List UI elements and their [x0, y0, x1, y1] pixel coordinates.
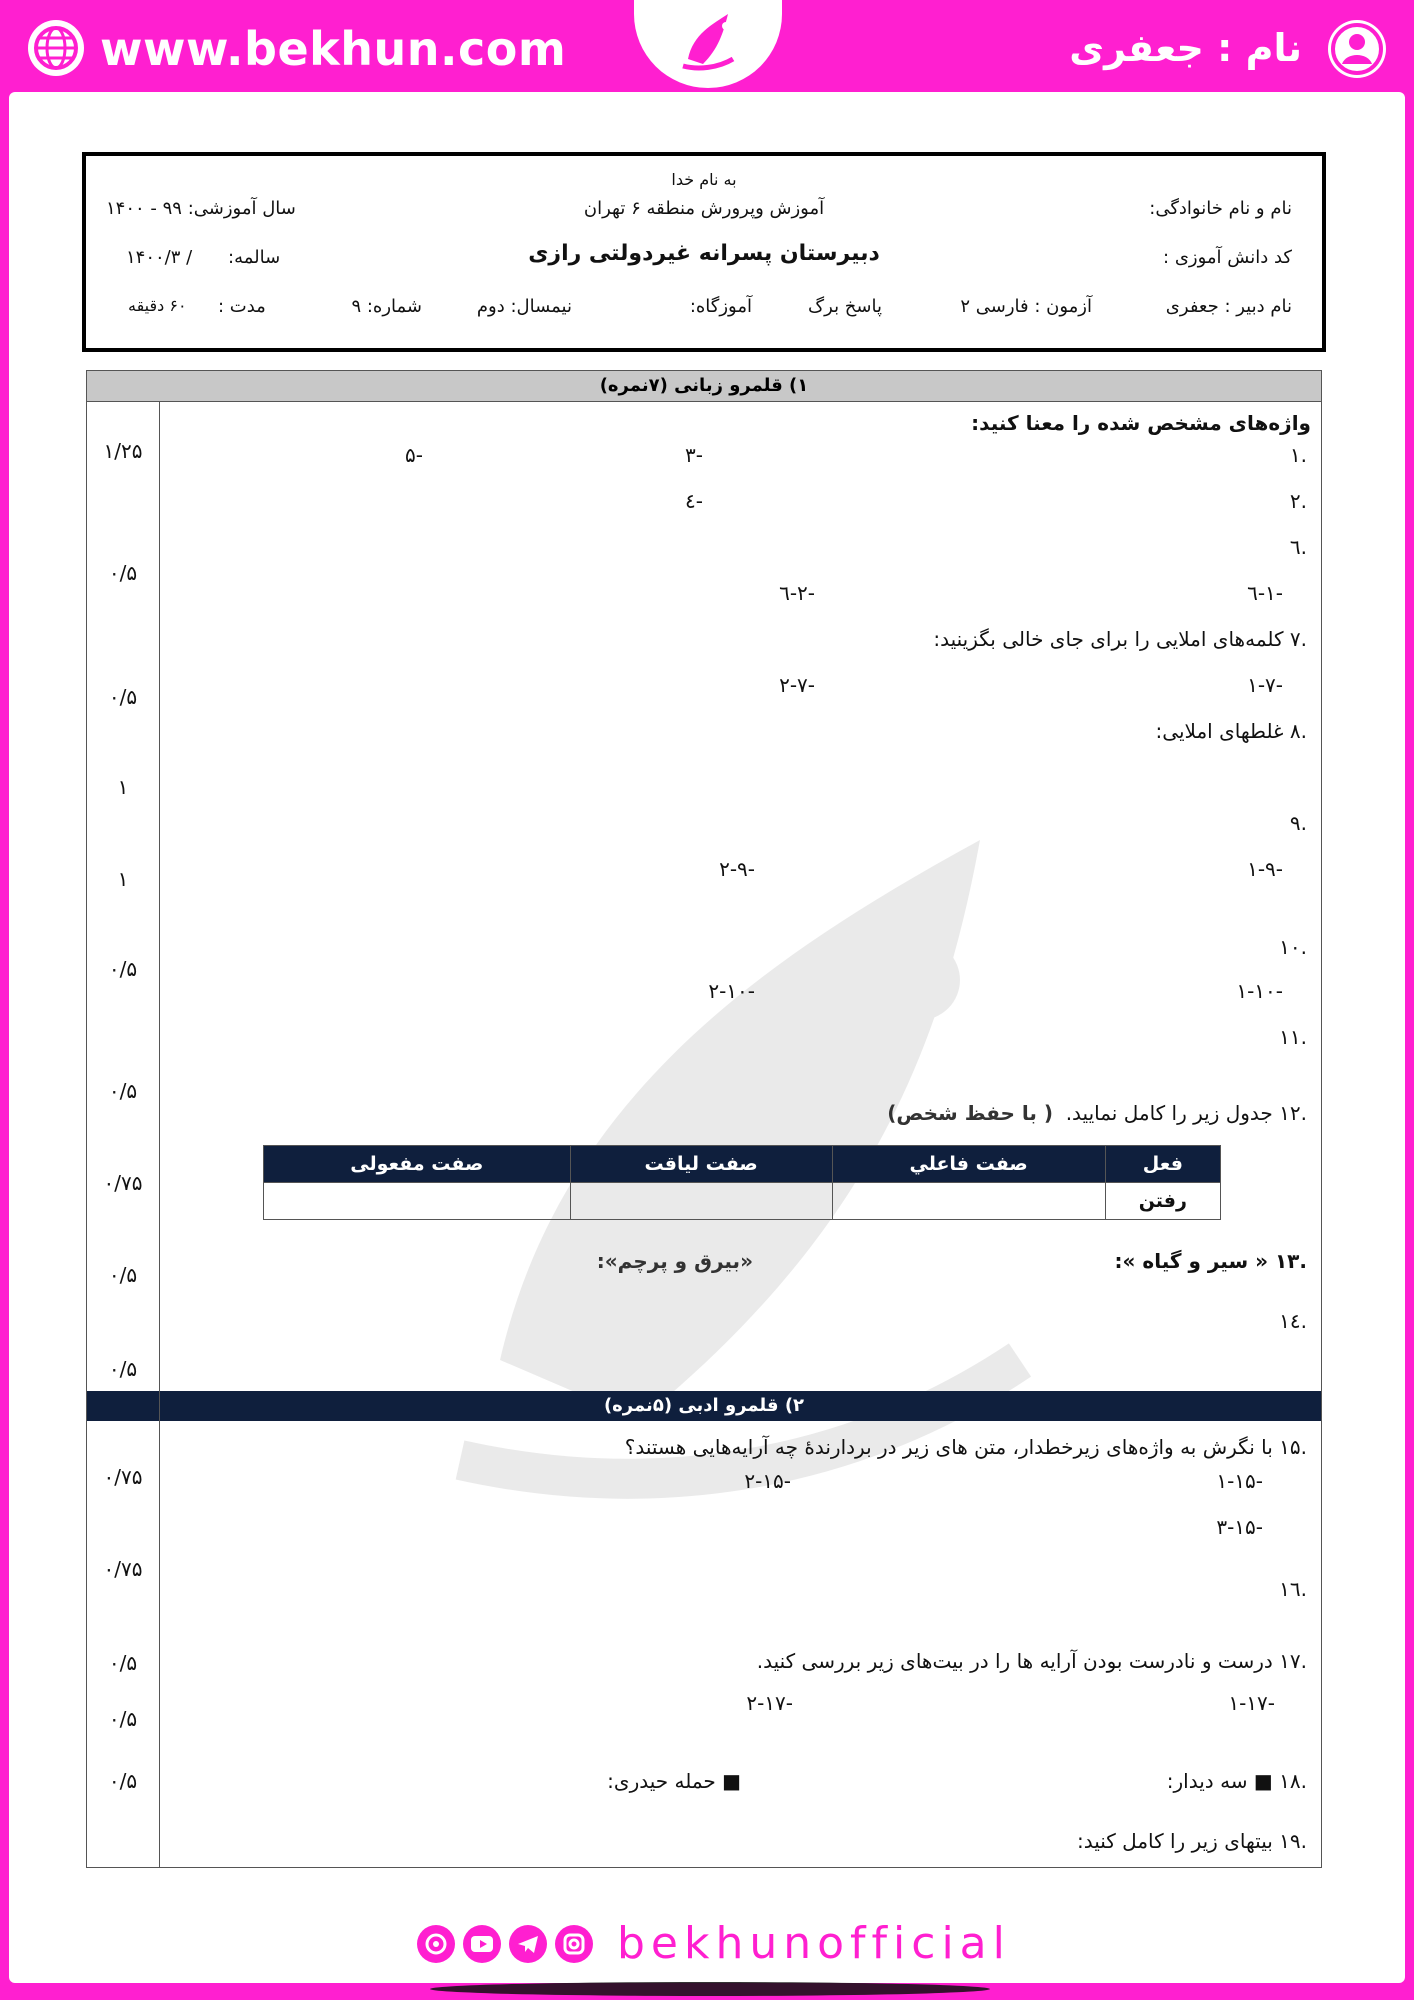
question-12: .۱۲ جدول زیر را کامل نمایید. — [1065, 1101, 1307, 1125]
question-19: .۱۹ بیتهای زیر را کامل کنید: — [1076, 1829, 1307, 1853]
answer-label: -۲-۹ — [719, 857, 755, 881]
score-value: ۰/۵ — [108, 685, 138, 709]
question-7: .۷ کلمه‌های املایی را برای جای خالی بگزینید: — [933, 627, 1307, 651]
question-14: .۱٤ — [1279, 1309, 1307, 1333]
youtube-icon[interactable] — [463, 1925, 501, 1963]
question-12-note: ( با حفظ شخص) — [887, 1101, 1053, 1125]
full-name-label: نام و نام خانوادگی: — [1149, 198, 1292, 219]
question-18: .۱۸ ■ سه دیدار: — [1166, 1769, 1307, 1793]
score-value: ۰/۵ — [108, 1263, 138, 1287]
verb-table-header: فعل — [1105, 1146, 1220, 1183]
score-value: ۰/۷۵ — [103, 1171, 143, 1195]
social-footer — [399, 1906, 1015, 1982]
score-column-divider — [159, 401, 160, 1867]
score-value: ۰/۵ — [108, 1651, 138, 1675]
salnameh-label: سالمه: — [228, 247, 281, 268]
top-banner — [0, 0, 1414, 92]
question-2: .۲ — [1289, 489, 1307, 513]
score-value: ۱/۲۵ — [103, 439, 143, 463]
score-value: ۰/۵ — [108, 957, 138, 981]
exam-header — [82, 152, 1326, 352]
verb-table-header: صفت لیاقت — [570, 1146, 832, 1183]
questions-table — [86, 370, 1322, 1868]
score-value: ۰/۵ — [108, 1357, 138, 1381]
verb-table-cell[interactable] — [832, 1183, 1105, 1220]
score-value: ۰/۵ — [108, 561, 138, 585]
question-9: .۹ — [1289, 811, 1307, 835]
verb-table-cell[interactable] — [264, 1183, 571, 1220]
score-value: ۰/۷۵ — [103, 1557, 143, 1581]
answer-sheet-label: پاسخ برگ — [808, 296, 882, 317]
answer-label: -۱-۷ — [1247, 673, 1283, 697]
question-10: .۱۰ — [1279, 935, 1307, 959]
question-11: .۱۱ — [1279, 1025, 1307, 1049]
semester: نیمسال: دوم — [476, 296, 572, 317]
score-value: ۰/۷۵ — [103, 1465, 143, 1489]
answer-label: -۳ — [685, 443, 703, 467]
question-8: .۸ غلطهای املایی: — [1155, 719, 1307, 743]
question-18-b: ■ حمله حیدری: — [607, 1769, 741, 1793]
answer-label: -۱-۱۷ — [1228, 1691, 1275, 1715]
answer-label: -۲-۱۰ — [708, 979, 755, 1003]
answer-label: -٤ — [685, 489, 703, 513]
question-6: .٦ — [1289, 535, 1307, 559]
social-handle[interactable]: bekhunofficial — [617, 1918, 1011, 1969]
footer-shadow — [430, 1982, 990, 1996]
student-name-label: نام : جعفری — [1069, 26, 1302, 70]
score-value: ۰/۵ — [108, 1079, 138, 1103]
question-13: .۱۳ « سیر و گیاه »: — [1114, 1249, 1307, 1273]
answer-label: -۵ — [405, 443, 423, 467]
basmala: به نام خدا — [671, 170, 737, 189]
verb-table-cell[interactable]: رفتن — [1105, 1183, 1220, 1220]
answer-label: -۲-۱۵ — [744, 1469, 791, 1493]
telegram-icon[interactable] — [509, 1925, 547, 1963]
question-13-b: «بیرق و پرچم»: — [596, 1249, 753, 1273]
teacher-name: نام دبیر : جعفری — [1165, 296, 1292, 317]
student-code-label: کد دانش آموزی : — [1163, 247, 1292, 268]
question-16: .۱٦ — [1279, 1577, 1307, 1601]
question-intro: واژه‌های مشخص شده را معنا کنید: — [971, 411, 1311, 435]
exam-date: / ۱۴۰۰/۳ — [126, 247, 193, 268]
exam-number: شماره: ۹ — [351, 296, 422, 317]
verb-table-cell[interactable] — [570, 1183, 832, 1220]
globe-icon — [28, 20, 84, 76]
duration: ۶۰ دقیقه — [128, 296, 187, 315]
answer-label: -۱-۱۰ — [1236, 979, 1283, 1003]
score-value: ۰/۵ — [108, 1769, 138, 1793]
school-name: دبیرستان پسرانه غیردولتی رازی — [528, 241, 880, 266]
score-value: ۰/۵ — [108, 1707, 138, 1731]
answer-label: -۱-٦ — [1247, 581, 1283, 605]
answer-label: -۲-۱۷ — [746, 1691, 793, 1715]
brand-logo — [634, 0, 782, 88]
question-1: .۱ — [1289, 443, 1307, 467]
amuzgah-label: آموزگاه: — [689, 296, 752, 317]
answer-label: -۱-۱۵ — [1216, 1469, 1263, 1493]
duration-label: مدت : — [218, 296, 266, 317]
user-icon — [1328, 20, 1386, 78]
exam-subject: آزمون : فارسی ۲ — [960, 296, 1092, 317]
instagram-icon[interactable] — [555, 1925, 593, 1963]
answer-label: -۲-۷ — [779, 673, 815, 697]
question-17: .۱۷ درست و نادرست بودن آرایه ها را در بیت‌های زیر بررسی کنید. — [756, 1649, 1307, 1673]
education-dept: آموزش وپرورش منطقه ۶ تهران — [583, 198, 825, 219]
verb-table — [263, 1145, 1221, 1220]
section-2-header: ۲) قلمرو ادبی (۵نمره) — [87, 1391, 1321, 1421]
verb-table-header: صفت فاعلي — [832, 1146, 1105, 1183]
instagram-reel-icon[interactable] — [417, 1925, 455, 1963]
score-value: ۱ — [117, 775, 129, 799]
answer-label: -۲-٦ — [779, 581, 815, 605]
score-value: ۱ — [117, 867, 129, 891]
section-1-header: ۱) قلمرو زبانی (۷نمره) — [87, 371, 1321, 402]
verb-table-header: صفت مفعولی — [264, 1146, 571, 1183]
site-url[interactable]: www.bekhun.com — [100, 22, 567, 76]
answer-label: -۳-۱۵ — [1216, 1515, 1263, 1539]
question-15: .۱۵ با نگرش به واژه‌های زیرخطدار، متن های زیر در بردارندۀ چه آرایه‌هایی هستند؟ — [624, 1435, 1307, 1459]
answer-label: -۱-۹ — [1247, 857, 1283, 881]
school-year: سال آموزشی: ۹۹ - ۱۴۰۰ — [106, 198, 296, 219]
